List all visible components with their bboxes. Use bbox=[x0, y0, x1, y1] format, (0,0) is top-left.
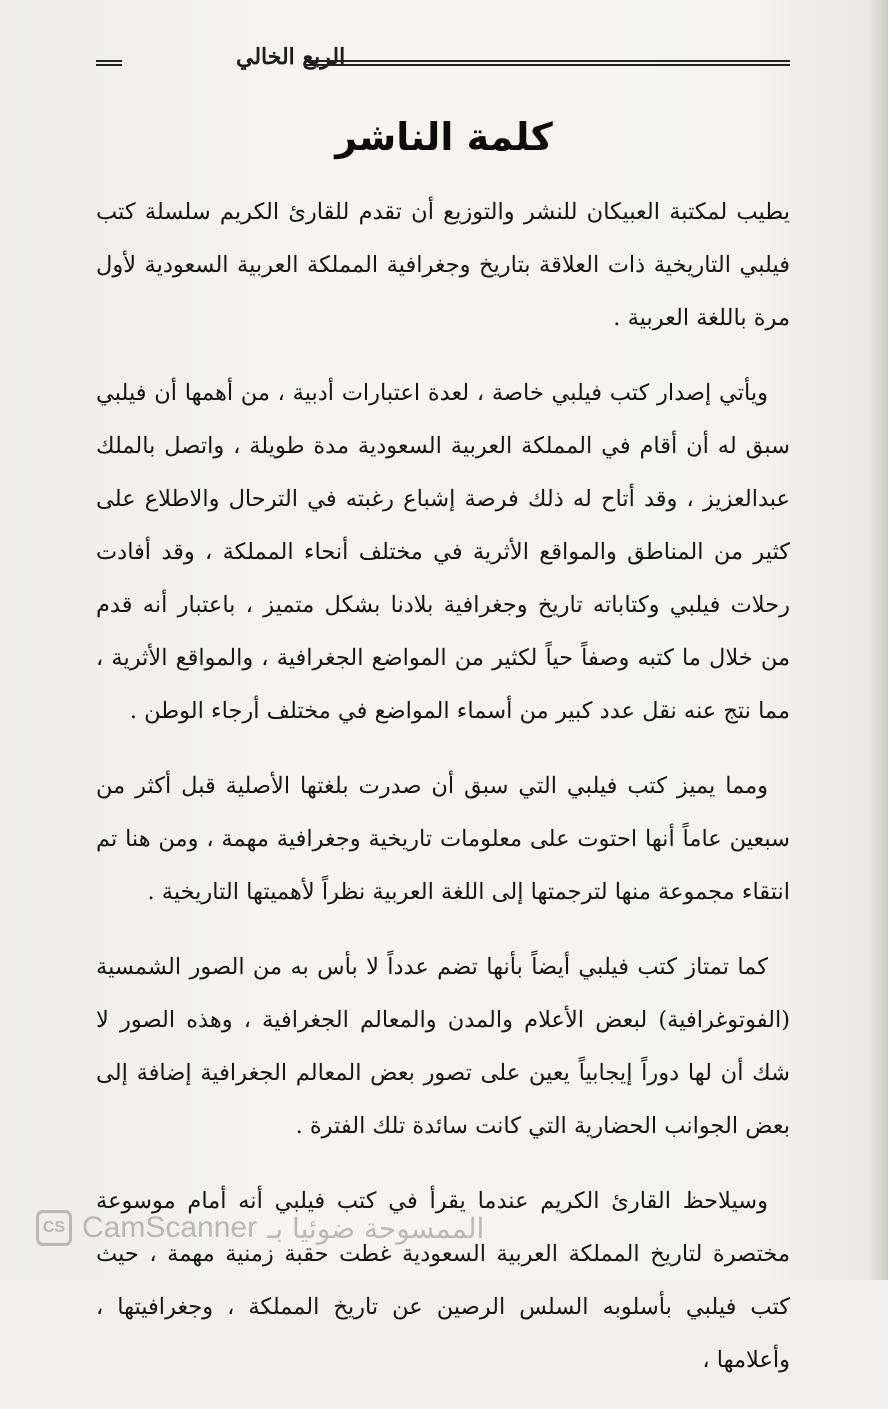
paragraph: يطيب لمكتبة العبيكان للنشر والتوزيع أن تقدم للقارئ الكريم سلسلة كتب فيلبي التاريخية ذات العلاقة بتاريخ وجغرافية المملكة العربية السعودية لأول مرة باللغة العربية . bbox=[96, 199, 790, 331]
header-rule-short bbox=[96, 60, 122, 66]
paragraph: وسيلاحظ القارئ الكريم عندما يقرأ في كتب فيلبي أنه أمام موسوعة مختصرة لتاريخ المملكة العربية السعودية غطت حقبة زمنية مهمة ، حيث كتب فيلبي بأسلوبه السلس الرصين عن تاريخ المملكة ، وجغرافيتها ، وأعلامها ، bbox=[96, 1188, 790, 1373]
paragraph: ويأتي إصدار كتب فيلبي خاصة ، لعدة اعتبارات أدبية ، من أهمها أن فيلبي سبق له أن أقام في المملكة العربية السعودية مدة طويلة ، واتصل بالملك عبدالعزيز ، وقد أتاح له ذلك فرصة إشباع رغبته في الترحال والاطلاع على كثير من المناطق والمواقع الأثرية في مختلف أنحاء المملكة ، وقد أفادت رحلات فيلبي وكتاباته تاريخ وجغرافية بلادنا بشكل متميز ، باعتبار أنه قدم من خلال ما كتبه وصفاً حياً لكثير من المواضع الجغرافية ، والمواقع الأثرية ، مما نتج عنه نقل عدد كبير من أسماء المواضع في مختلف أرجاء الوطن . bbox=[96, 380, 790, 724]
paragraph: كما تمتاز كتب فيلبي أيضاً بأنها تضم عدداً لا بأس به من الصور الشمسية (الفوتوغرافية) لبعض الأعلام والمدن والمعالم الجغرافية ، وهذه الصور لا شك أن لها دوراً إيجابياً يعين على تصور بعض المعالم الجغرافية إضافة إلى بعض الجوانب الحضارية التي كانت سائدة تلك الفترة . bbox=[96, 954, 790, 1139]
page-title: كلمة الناشر bbox=[335, 115, 553, 159]
page-edge-shadow bbox=[866, 0, 888, 1280]
watermark-arabic-text: الممسوحة ضوئيا بـ bbox=[267, 1211, 485, 1245]
camscanner-watermark bbox=[36, 1208, 484, 1248]
running-title: الربع الخالي bbox=[236, 44, 346, 70]
watermark-brand: CamScanner bbox=[82, 1211, 258, 1244]
camscanner-logo-icon: CS bbox=[36, 1210, 72, 1246]
header-rule-long bbox=[306, 60, 790, 66]
paragraph: ومما يميز كتب فيلبي التي سبق أن صدرت بلغتها الأصلية قبل أكثر من سبعين عاماً أنها احتوت على معلومات تاريخية وجغرافية مهمة ، ومن هنا تم انتقاء مجموعة منها لترجمتها إلى اللغة العربية نظراً لأهميتها التاريخية . bbox=[96, 773, 790, 905]
running-header bbox=[96, 42, 790, 82]
